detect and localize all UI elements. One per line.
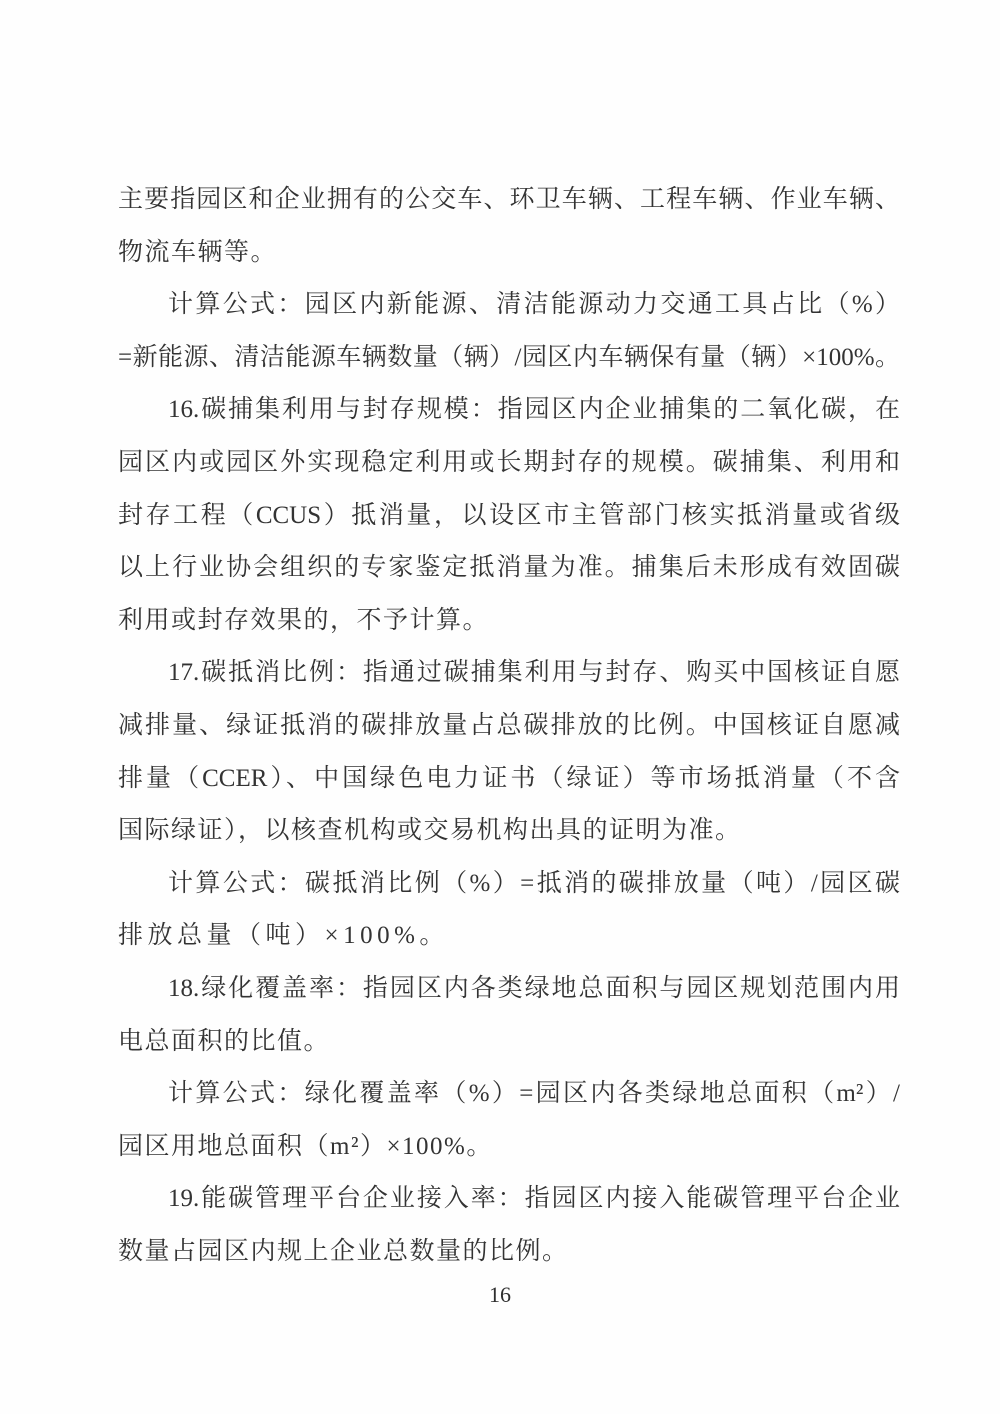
text-line: 18.绿化覆盖率：指园区内各类绿地总面积与园区规划范围内用 xyxy=(168,974,900,1002)
text-line: 17.碳抵消比例：指通过碳捕集利用与封存、购买中国核证自愿 xyxy=(168,659,900,687)
text-line: 计算公式：园区内新能源、清洁能源动力交通工具占比（%） xyxy=(168,291,900,319)
text-line: 封存工程（CCUS）抵消量，以设区市主管部门核实抵消量或省级 xyxy=(118,501,900,529)
text-line: 19.能碳管理平台企业接入率：指园区内接入能碳管理平台企业 xyxy=(168,1185,900,1213)
text-line: 国际绿证），以核查机构或交易机构出具的证明为准。 xyxy=(118,817,742,845)
text-line: =新能源、清洁能源车辆数量（辆）/园区内车辆保有量（辆）×100%。 xyxy=(118,343,900,371)
text-line: 计算公式：绿化覆盖率（%）=园区内各类绿地总面积（m²）/ xyxy=(168,1080,900,1108)
text-line: 利用或封存效果的，不予计算。 xyxy=(118,606,490,634)
text-line: 数量占园区内规上企业总数量的比例。 xyxy=(118,1237,569,1265)
text-line: 排放总量（吨）×100%。 xyxy=(118,922,449,950)
document-body xyxy=(118,174,900,1278)
text-line: 以上行业协会组织的专家鉴定抵消量为准。捕集后未形成有效固碳 xyxy=(118,554,900,582)
text-line: 园区用地总面积（m²）×100%。 xyxy=(118,1132,493,1160)
text-line: 减排量、绿证抵消的碳排放量占总碳排放的比例。中国核证自愿减 xyxy=(118,711,900,739)
text-line: 排量（CCER）、中国绿色电力证书（绿证）等市场抵消量（不含 xyxy=(118,764,900,792)
text-line: 计算公式：碳抵消比例（%）=抵消的碳排放量（吨）/园区碳 xyxy=(168,869,900,897)
text-line: 主要指园区和企业拥有的公交车、环卫车辆、工程车辆、作业车辆、 xyxy=(118,186,900,213)
page-number: 16 xyxy=(489,1282,511,1307)
text-line: 16.碳捕集利用与封存规模：指园区内企业捕集的二氧化碳，在 xyxy=(168,396,900,424)
text-line: 电总面积的比值。 xyxy=(118,1027,331,1055)
text-line: 园区内或园区外实现稳定利用或长期封存的规模。碳捕集、利用和 xyxy=(118,448,900,476)
text-line: 物流车辆等。 xyxy=(118,238,278,266)
